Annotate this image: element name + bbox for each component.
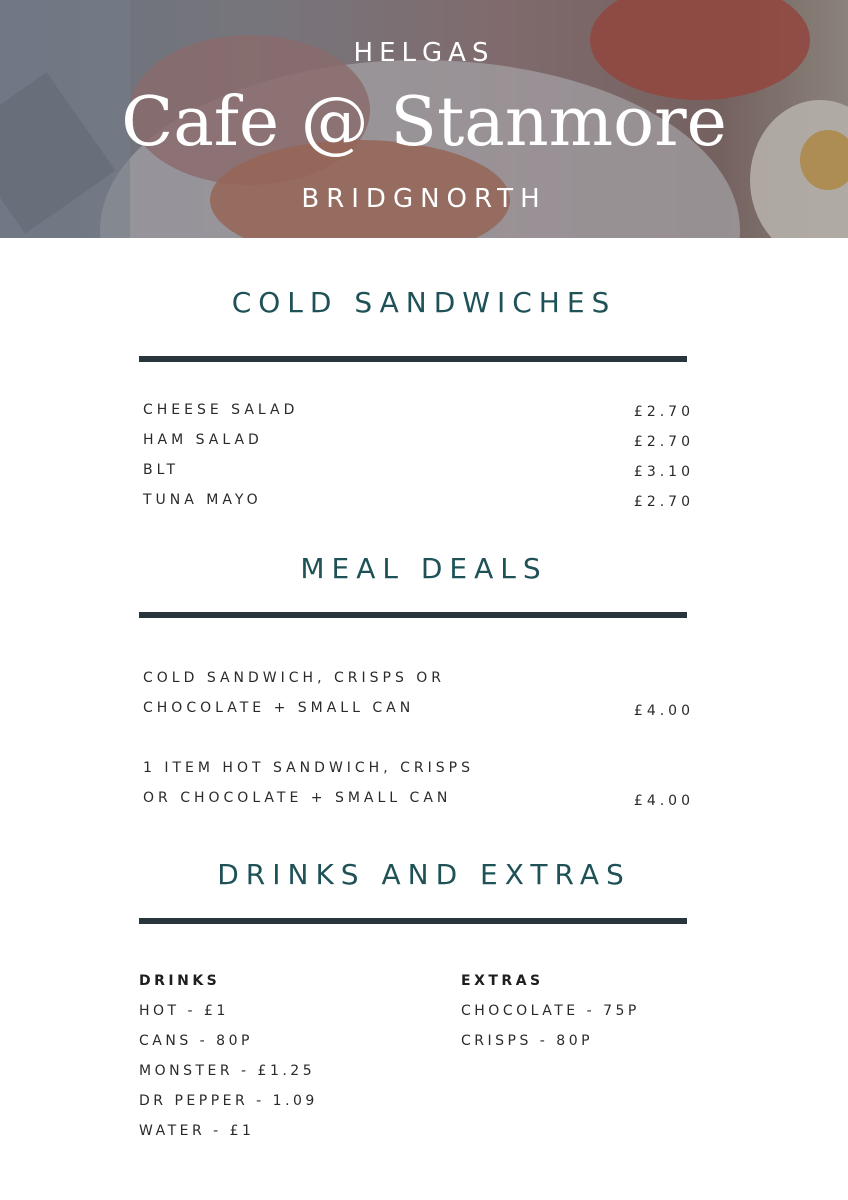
section-divider <box>139 356 687 362</box>
meal-deal-line: COLD SANDWICH, CRISPS OR <box>143 670 446 686</box>
brand-title: Cafe @ Stanmore <box>121 83 727 162</box>
section-title-drinks-extras: DRINKS AND EXTRAS <box>217 858 631 891</box>
drink-item: HOT - £1 <box>139 1003 229 1019</box>
menu-item-price: £2.70 <box>633 494 694 510</box>
menu-item-price: £3.10 <box>633 464 694 480</box>
drinks-heading: DRINKS <box>139 973 221 989</box>
extra-item: CRISPS - 80P <box>461 1033 594 1049</box>
extra-item: CHOCOLATE - 75P <box>461 1003 640 1019</box>
drink-item: DR PEPPER - 1.09 <box>139 1093 318 1109</box>
menu-item-name: TUNA MAYO <box>143 492 262 508</box>
meal-deal-price: £4.00 <box>633 793 694 809</box>
section-divider <box>139 612 687 618</box>
menu-item-name: CHEESE SALAD <box>143 402 299 418</box>
section-title-cold-sandwiches: COLD SANDWICHES <box>231 286 617 319</box>
section-title-meal-deals: MEAL DEALS <box>300 552 548 585</box>
menu-item-price: £2.70 <box>633 434 694 450</box>
meal-deal-line: 1 ITEM HOT SANDWICH, CRISPS <box>143 760 474 776</box>
extras-heading: EXTRAS <box>461 973 544 989</box>
brand-location: BRIDGNORTH <box>301 184 547 214</box>
menu-item-name: HAM SALAD <box>143 432 263 448</box>
meal-deal-line: CHOCOLATE + SMALL CAN <box>143 700 415 716</box>
menu-item-price: £2.70 <box>633 404 694 420</box>
drink-item: WATER - £1 <box>139 1123 255 1139</box>
header-banner <box>0 0 848 238</box>
drink-item: CANS - 80P <box>139 1033 253 1049</box>
brand-top: HELGAS <box>353 38 495 68</box>
meal-deal-price: £4.00 <box>633 703 694 719</box>
meal-deal-line: OR CHOCOLATE + SMALL CAN <box>143 790 452 806</box>
section-divider <box>139 918 687 924</box>
drink-item: MONSTER - £1.25 <box>139 1063 316 1079</box>
menu-item-name: BLT <box>143 462 180 478</box>
